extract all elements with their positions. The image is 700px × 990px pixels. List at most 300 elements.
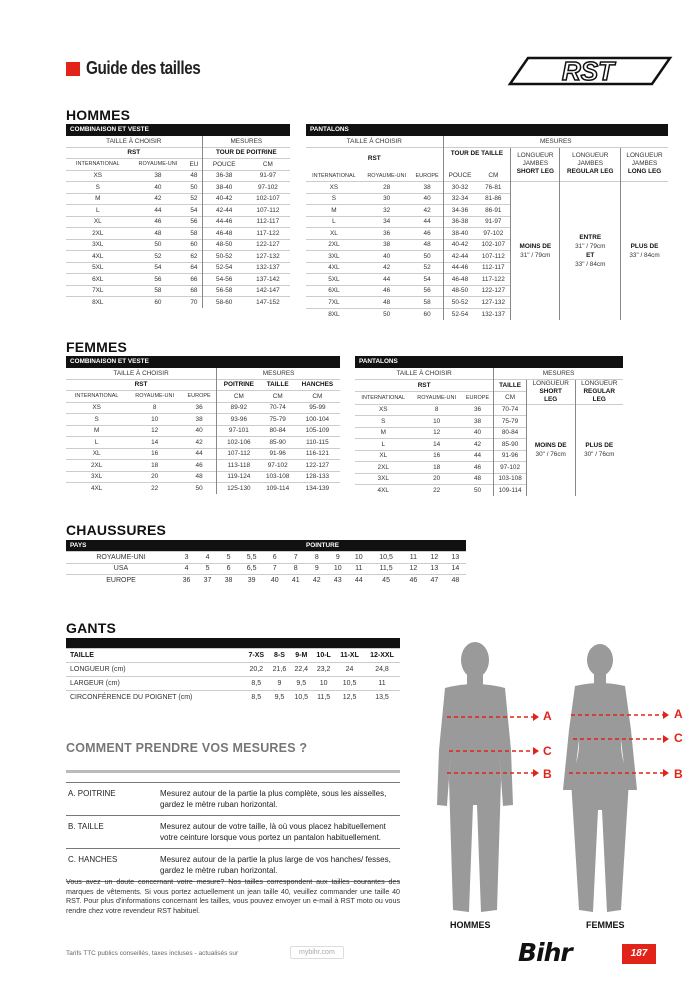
- table-row: [66, 216, 290, 228]
- table-cell: 52: [186, 193, 202, 205]
- table-cell: 24: [335, 662, 364, 676]
- table-cell: 37: [197, 575, 218, 587]
- table-cell: S: [306, 193, 362, 205]
- size-note: Vous avez un doute concernant votre mesure? Nos tailles correspondent aux tailles courantes des marques de vêtements. Si vous portez actuellement un jean taille 40, veuillez commander une taille 40 RST. Pour plus d'informations concernant les tailles, vous pouvez envoyer un e-mail à RST moto ou vous rendre chez votre revendeur RST habituel.: [66, 878, 400, 915]
- table-cell: 13,5: [364, 690, 400, 704]
- table-cell: 38-40: [443, 228, 476, 240]
- measure-row-b: B. TAILLE Mesurez autour de votre taille, là où vous placez habituellement votre ceinture lorsque vous portez un pantalon habituellement.: [66, 815, 400, 848]
- table-cell: 48-50: [202, 239, 246, 251]
- table-cell: 20: [127, 471, 182, 483]
- table-cell: 11,5: [369, 563, 403, 575]
- table-cell: 97-101: [217, 425, 261, 437]
- table-cell: 50: [182, 483, 217, 495]
- table-row: [66, 170, 290, 182]
- footer-link[interactable]: mybihr.com: [290, 946, 344, 959]
- divider: [66, 770, 400, 773]
- table-cell: 13: [445, 552, 466, 564]
- table-cell: 75-79: [494, 416, 527, 428]
- table-cell: 42: [462, 439, 494, 451]
- svg-text:RST: RST: [562, 56, 614, 86]
- table-cell: 2XL: [306, 239, 362, 251]
- table-cell: 48-50: [443, 285, 476, 297]
- table-cell: 97-102: [261, 460, 295, 472]
- table-cell: XL: [66, 216, 130, 228]
- label-hommes: HOMMES: [450, 920, 491, 930]
- table-cell: 105-109: [295, 425, 340, 437]
- table-cell: 8,5: [244, 676, 269, 690]
- table-cell: 8,5: [244, 690, 269, 704]
- table-cell: 14: [127, 437, 182, 449]
- table-cell: 142-147: [246, 285, 290, 297]
- table-cell: 10,5: [369, 552, 403, 564]
- table-row: [66, 262, 290, 274]
- table-cell: 36-38: [443, 216, 476, 228]
- table-cell: 3XL: [66, 239, 130, 251]
- table-cell: 6: [264, 552, 285, 564]
- table-row: [66, 575, 466, 587]
- table-cell: 43: [327, 575, 348, 587]
- label-a-female: A: [674, 707, 683, 721]
- table-cell: 89-92: [217, 402, 261, 414]
- table-cell: 119-124: [217, 471, 261, 483]
- table-cell: 137-142: [246, 274, 290, 286]
- table-cell: 12: [127, 425, 182, 437]
- label-b-female: B: [674, 767, 683, 781]
- table-cell: 10: [348, 552, 369, 564]
- table-cell: 42-44: [443, 251, 476, 263]
- table-cell: 50: [462, 485, 494, 497]
- table-cell: 46: [462, 462, 494, 474]
- table-cell: 34: [362, 216, 412, 228]
- table-cell: 66: [186, 274, 202, 286]
- table-cell: USA: [66, 563, 176, 575]
- table-cell: 14: [411, 439, 461, 451]
- table-cell: 122-127: [295, 460, 340, 472]
- table-cell: 80-84: [261, 425, 295, 437]
- table-cell: 42: [130, 193, 187, 205]
- table-cell: LONGUEUR (cm): [66, 662, 244, 676]
- table-cell: 8XL: [66, 297, 130, 309]
- table-cell: 20,2: [244, 662, 269, 676]
- table-cell: 22,4: [290, 662, 312, 676]
- hommes-heading: HOMMES: [66, 107, 131, 123]
- long-leg-cell: PLUS DE 33" / 84cm: [621, 182, 668, 320]
- table-cell: 12: [411, 427, 461, 439]
- table-cell: 52-54: [202, 262, 246, 274]
- femmes-veste-table: COMBINAISON ET VESTE TAILLE À CHOISIR MESURES RST POITRINE TAILLE HANCHES INTERNATIONAL ROYAUME-UNI EUROPE CM CM CM XS 8 36 89-92 70-74 95-99 S 10 38 93-96 75-79 100-104 M 12 40 97-101 80-84 105-109 L 14 42 102-106 85-90 110-115 XL 16 44 107-112 91-96 116-121 2XL 18 46 113-118 97-102 122-127 3XL 20 48 119-124 103-108 128-133 4XL 22 50 125-130 109-114 134-139: [66, 356, 340, 494]
- table-cell: 36: [362, 228, 412, 240]
- table-row: [66, 676, 400, 690]
- table-cell: LARGEUR (cm): [66, 676, 244, 690]
- femmes-heading: FEMMES: [66, 339, 128, 355]
- table-cell: 122-127: [246, 239, 290, 251]
- measure-row-a: A. POITRINE Mesurez autour de la partie la plus complète, sous les aisselles, gardez le mètre ruban horizontal.: [66, 782, 400, 815]
- table-cell: 9,5: [290, 676, 312, 690]
- table-cell: 60: [186, 239, 202, 251]
- table-cell: 75-79: [261, 414, 295, 426]
- label-a-male: A: [543, 709, 552, 723]
- table-cell: 46: [182, 460, 217, 472]
- table-cell: 56: [130, 274, 187, 286]
- table-cell: 147-152: [246, 297, 290, 309]
- table-cell: ROYAUME-UNI: [66, 552, 176, 564]
- table-cell: 60: [130, 297, 187, 309]
- table-cell: 112-117: [476, 262, 510, 274]
- table-cell: 4: [176, 563, 197, 575]
- table-cell: 125-130: [217, 483, 261, 495]
- table-cell: 40: [362, 251, 412, 263]
- table-cell: 32: [362, 205, 412, 217]
- table-cell: 60: [412, 308, 443, 320]
- table-cell: 6: [218, 563, 239, 575]
- table-cell: 2XL: [355, 462, 411, 474]
- table-cell: 10: [127, 414, 182, 426]
- table-cell: 2XL: [66, 460, 127, 472]
- table-cell: 116-121: [295, 448, 340, 460]
- table-cell: 70-74: [494, 404, 527, 416]
- table-cell: 4XL: [66, 483, 127, 495]
- table-cell: 13: [424, 563, 445, 575]
- table-cell: 3XL: [355, 473, 411, 485]
- table-cell: 100-104: [295, 414, 340, 426]
- table-row: [66, 552, 466, 564]
- table-cell: 48: [445, 575, 466, 587]
- table-cell: 50: [130, 239, 187, 251]
- table-cell: 64: [186, 262, 202, 274]
- table-cell: 134-139: [295, 483, 340, 495]
- table-cell: 23,2: [312, 662, 335, 676]
- table-cell: L: [66, 437, 127, 449]
- page-header: [66, 58, 221, 79]
- table-cell: 44: [462, 450, 494, 462]
- table-cell: 102-106: [217, 437, 261, 449]
- table-cell: 5XL: [66, 262, 130, 274]
- table-cell: 50: [412, 251, 443, 263]
- table-cell: 44-46: [443, 262, 476, 274]
- table-cell: EUROPE: [66, 575, 176, 587]
- table-cell: 38-40: [202, 182, 246, 194]
- table-cell: 3XL: [66, 471, 127, 483]
- table-cell: 14: [445, 563, 466, 575]
- table-cell: 46: [362, 285, 412, 297]
- table-cell: L: [355, 439, 411, 451]
- table-cell: 97-102: [246, 182, 290, 194]
- howto-heading: COMMENT PRENDRE VOS MESURES ?: [66, 741, 308, 755]
- table-cell: 44: [348, 575, 369, 587]
- table-cell: 7: [264, 563, 285, 575]
- table-cell: 117-122: [246, 228, 290, 240]
- table-cell: 110-115: [295, 437, 340, 449]
- table-cell: 21,6: [269, 662, 291, 676]
- table-cell: 46-48: [202, 228, 246, 240]
- table-cell: 10: [327, 563, 348, 575]
- table-cell: M: [66, 193, 130, 205]
- table-cell: 9: [269, 676, 291, 690]
- table-cell: 70-74: [261, 402, 295, 414]
- table-cell: 5,5: [239, 552, 264, 564]
- table-cell: 12: [424, 552, 445, 564]
- table-cell: 7XL: [66, 285, 130, 297]
- table-cell: 50-52: [443, 297, 476, 309]
- table-cell: 2XL: [66, 228, 130, 240]
- table-cell: 102-107: [246, 193, 290, 205]
- table-cell: 109-114: [494, 485, 527, 497]
- table-cell: 42: [306, 575, 327, 587]
- table-cell: 44: [412, 216, 443, 228]
- table-cell: 52: [412, 262, 443, 274]
- table-row: [66, 239, 290, 251]
- table-cell: 103-108: [261, 471, 295, 483]
- table-cell: 11: [403, 552, 424, 564]
- table-cell: 85-90: [494, 439, 527, 451]
- table-cell: 5: [218, 552, 239, 564]
- table-row: [66, 662, 400, 676]
- table-cell: 3XL: [306, 251, 362, 263]
- table-cell: 68: [186, 285, 202, 297]
- table-cell: L: [306, 216, 362, 228]
- table-cell: 56: [186, 216, 202, 228]
- table-cell: 97-102: [494, 462, 527, 474]
- table-cell: 95-99: [295, 402, 340, 414]
- table-cell: 40: [462, 427, 494, 439]
- table-cell: 11: [348, 563, 369, 575]
- table-cell: 54: [412, 274, 443, 286]
- female-silhouette: [563, 644, 637, 912]
- table-cell: 22: [127, 483, 182, 495]
- table-cell: 91-96: [494, 450, 527, 462]
- table-cell: 4XL: [66, 251, 130, 263]
- label-c-male: C: [543, 744, 552, 758]
- table-cell: 127-132: [476, 297, 510, 309]
- table-cell: 38: [462, 416, 494, 428]
- table-cell: 36: [462, 404, 494, 416]
- table-cell: 56-58: [202, 285, 246, 297]
- table-cell: 42: [182, 437, 217, 449]
- table-cell: XS: [306, 182, 362, 194]
- table-row: [355, 404, 623, 416]
- table-cell: 50-52: [202, 251, 246, 263]
- table-cell: 52: [130, 251, 187, 263]
- table-row: [66, 182, 290, 194]
- table-cell: 128-133: [295, 471, 340, 483]
- table-cell: 52-54: [443, 308, 476, 320]
- table-cell: 10,5: [335, 676, 364, 690]
- table-cell: M: [66, 425, 127, 437]
- table-cell: 40: [130, 182, 187, 194]
- table-cell: 58: [130, 285, 187, 297]
- table-cell: 48: [182, 471, 217, 483]
- table-cell: 9: [327, 552, 348, 564]
- table-row: [66, 205, 290, 217]
- glove-size: 10-L: [312, 648, 335, 662]
- table-row: [66, 471, 340, 483]
- table-cell: 46-48: [443, 274, 476, 286]
- table-cell: 103-108: [494, 473, 527, 485]
- table-cell: 47: [424, 575, 445, 587]
- table-cell: S: [66, 182, 130, 194]
- table-cell: 91-97: [476, 216, 510, 228]
- table-cell: 38: [182, 414, 217, 426]
- table-cell: CIRCONFÉRENCE DU POIGNET (cm): [66, 690, 244, 704]
- short-leg-cell: MOINS DE 30" / 76cm: [526, 404, 575, 496]
- table-cell: 40-42: [443, 239, 476, 251]
- table-row: [306, 182, 668, 194]
- glove-size: 11-XL: [335, 648, 364, 662]
- page-number: 187: [622, 944, 656, 964]
- table-cell: 54-56: [202, 274, 246, 286]
- table-cell: 97-102: [476, 228, 510, 240]
- table-cell: 117-122: [476, 274, 510, 286]
- table-cell: 86-91: [476, 205, 510, 217]
- table-cell: 107-112: [217, 448, 261, 460]
- table-row: [66, 563, 466, 575]
- table-cell: 36: [176, 575, 197, 587]
- table-cell: 102-107: [476, 239, 510, 251]
- table-cell: 8: [306, 552, 327, 564]
- table-cell: 40: [412, 193, 443, 205]
- table-cell: 40: [182, 425, 217, 437]
- table-cell: XS: [66, 170, 130, 182]
- table-cell: 6XL: [306, 285, 362, 297]
- table-cell: 42: [362, 262, 412, 274]
- table-cell: 44-46: [202, 216, 246, 228]
- table-cell: 91-97: [246, 170, 290, 182]
- table-cell: 122-127: [476, 285, 510, 297]
- table-cell: 6XL: [66, 274, 130, 286]
- male-silhouette: [437, 642, 513, 912]
- table-cell: 76-81: [476, 182, 510, 194]
- table-cell: 7: [285, 552, 306, 564]
- table-cell: 46: [412, 228, 443, 240]
- table-cell: L: [66, 205, 130, 217]
- table-cell: 93-96: [217, 414, 261, 426]
- table-row: [66, 690, 400, 704]
- table-cell: 4XL: [306, 262, 362, 274]
- table-cell: 58: [412, 297, 443, 309]
- glove-size: 9-M: [290, 648, 312, 662]
- measure-row-c: C. HANCHES Mesurez autour de la partie la plus large de vos hanches/ fesses, gardez le mètre ruban horizontal.: [66, 848, 400, 882]
- table-cell: 4: [197, 552, 218, 564]
- table-cell: 38: [218, 575, 239, 587]
- table-cell: 34-36: [443, 205, 476, 217]
- table-cell: 46: [403, 575, 424, 587]
- table-cell: 70: [186, 297, 202, 309]
- table-cell: XS: [66, 402, 127, 414]
- table-cell: 80-84: [494, 427, 527, 439]
- table-cell: 62: [186, 251, 202, 263]
- table-cell: 48: [186, 170, 202, 182]
- table-cell: 58-60: [202, 297, 246, 309]
- table-cell: 36: [182, 402, 217, 414]
- table-cell: 42-44: [202, 205, 246, 217]
- table-row: [66, 228, 290, 240]
- table-row: [66, 193, 290, 205]
- table-row: [66, 425, 340, 437]
- table-cell: 44: [362, 274, 412, 286]
- table-cell: 40: [264, 575, 285, 587]
- table-cell: 54: [186, 205, 202, 217]
- table-cell: 39: [239, 575, 264, 587]
- table-cell: 7XL: [306, 297, 362, 309]
- table-cell: 50: [186, 182, 202, 194]
- femmes-pantalons-table: PANTALONS TAILLE À CHOISIR MESURES RST TAILLE LONGUEUR SHORT LEG LONGUEUR REGULAR LEG INTERNATIONAL ROYAUME-UNI EUROPE CM XS 8 36 70-74 MOINS DE 30" / 76cm PLUS DE 30" / 76cm S 10 38 75-79 M 12 40 80-84 L 14 42 85-90 XL 16 44 91-96 2XL 18 46 97-102 3XL 20 48 103-108 4XL 22 50 109-114: [355, 356, 623, 496]
- table-cell: 81-86: [476, 193, 510, 205]
- table-cell: 56: [412, 285, 443, 297]
- table-cell: 30-32: [443, 182, 476, 194]
- gants-table: TAILLE 7-XS 8-S 9-M 10-L 11-XL 12-XXL LONGUEUR (cm) 20,2 21,6 22,4 23,2 24 24,8 LARGEUR (cm) 8,5 9 9,5 10 10,5 11 CIRCONFÉRENCE DU POIGNET (cm) 8,5 9,5 10,5 11,5 12,5 13,5: [66, 638, 400, 704]
- table-cell: 48: [130, 228, 187, 240]
- table-cell: 46: [130, 216, 187, 228]
- table-cell: 48: [462, 473, 494, 485]
- table-cell: 58: [186, 228, 202, 240]
- table-cell: 8XL: [306, 308, 362, 320]
- table-cell: 42: [412, 205, 443, 217]
- table-cell: 16: [127, 448, 182, 460]
- table-cell: 85-90: [261, 437, 295, 449]
- table-cell: 127-132: [246, 251, 290, 263]
- table-cell: XL: [306, 228, 362, 240]
- table-cell: 9,5: [269, 690, 291, 704]
- table-cell: 38: [130, 170, 187, 182]
- table-cell: 113-118: [217, 460, 261, 472]
- table-cell: 8: [127, 402, 182, 414]
- glove-size: 7-XS: [244, 648, 269, 662]
- label-b-male: B: [543, 767, 552, 781]
- table-cell: 3: [176, 552, 197, 564]
- table-cell: 9: [306, 563, 327, 575]
- table-cell: 5XL: [306, 274, 362, 286]
- gants-heading: GANTS: [66, 620, 116, 636]
- label-c-female: C: [674, 731, 683, 745]
- table-cell: 20: [411, 473, 461, 485]
- table-cell: 107-112: [246, 205, 290, 217]
- hommes-pantalons-table: PANTALONS TAILLE À CHOISIR MESURES RST TOUR DE TAILLE LONGUEUR JAMBES SHORT LEG LONGUEUR JAMBES REGULAR LEG LONGUEUR JAMBES LONG LEG INTERNATIONAL ROYAUME-UNI EUROPE POUCE CM XS 28 38 30-32 76-81 MOINS DE 31" / 79cm ENTRE 31" / 79cm ET 33" / 84cm PLUS DE 33" / 84cm S 30 40 32-34 81-86 M 32 42 34-36 86-91 L 34 44 36-38 91-97 XL 36 46 38-40 97-102 2XL 38 48 40-42 102-107 3XL 40 50 42-44 107-112 4XL 42 52 44-46 112-117 5XL 44 54 46-48 117-122 6XL 46 56 48-50 122-127 7XL 48 58 50-52 127-132 8XL 50 60 52-54 132-137: [306, 124, 668, 320]
- glove-size: 8-S: [269, 648, 291, 662]
- glove-size: 12-XXL: [364, 648, 400, 662]
- table-cell: 28: [362, 182, 412, 194]
- table-cell: 18: [127, 460, 182, 472]
- table-cell: 109-114: [261, 483, 295, 495]
- table-cell: 10: [312, 676, 335, 690]
- table-cell: 11: [364, 676, 400, 690]
- table-cell: 32-34: [443, 193, 476, 205]
- table-cell: 44: [130, 205, 187, 217]
- table-cell: 22: [411, 485, 461, 497]
- red-square-icon: [66, 62, 80, 76]
- table-cell: 91-96: [261, 448, 295, 460]
- table-cell: 16: [411, 450, 461, 462]
- table-cell: 36-38: [202, 170, 246, 182]
- table-cell: 38: [362, 239, 412, 251]
- table-cell: 48: [412, 239, 443, 251]
- table-cell: 112-117: [246, 216, 290, 228]
- table-cell: 50: [362, 308, 412, 320]
- table-row: [66, 402, 340, 414]
- bihr-logo: Bihr: [518, 938, 572, 967]
- table-cell: 24,8: [364, 662, 400, 676]
- table-cell: 38: [412, 182, 443, 194]
- table-row: [66, 483, 340, 495]
- table-cell: 12: [403, 563, 424, 575]
- table-cell: 40-42: [202, 193, 246, 205]
- regular-leg-cell: ENTRE 31" / 79cm ET 33" / 84cm: [560, 182, 621, 320]
- table-cell: 41: [285, 575, 306, 587]
- table-cell: 132-137: [246, 262, 290, 274]
- table-cell: 8: [411, 404, 461, 416]
- table-cell: 12,5: [335, 690, 364, 704]
- table-cell: 44: [182, 448, 217, 460]
- measures-table: [66, 782, 400, 882]
